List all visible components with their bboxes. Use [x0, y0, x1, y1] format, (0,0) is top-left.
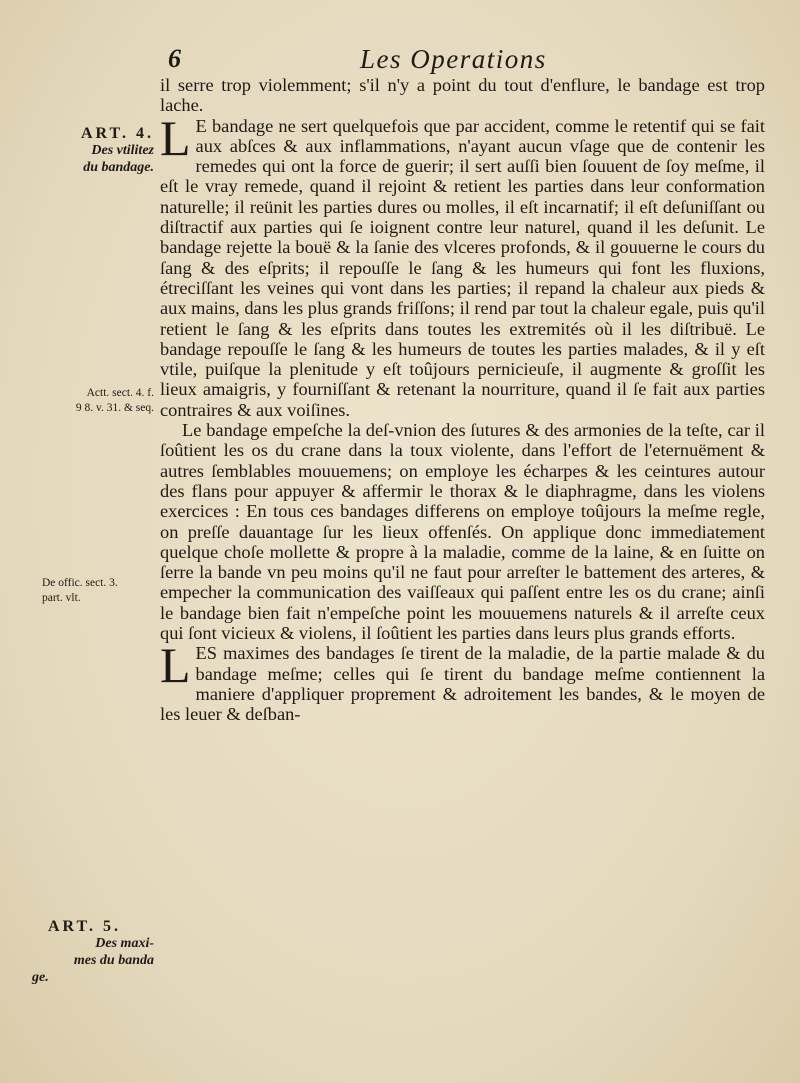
paragraph-art4 [160, 109, 765, 420]
paragraph-text: E bandage ne sert quelquefois que par accident, comme le retentif qui se fait aux abſces & aux inflammations, n'ayant aucun vſage que de contenir les remedes qui ont la force de guerir; il sert auſſi bien ſouuent de ſoy meſme, il eſt le vray remede, quand il rejoint & retient les parties dans leur conformation naturelle; il reünit les parties dures ou molles, il eſt incarnatif; il eſt deſuniſſant ou diſtractif aux parties qui ſe ioignent contre leur naturel, quand il les deſunit. Le bandage rejette la bouë & la ſanie des vlceres profonds, & il gouuerne le cours du ſang & des eſprits; il repouſſe le ſang & les humeurs qui font les fluxions, étreciſſant les veines qui vont dans les parties; il repand la chaleur aux pieds & aux mains, dans les plus grands friſſons; il rend par tout la chaleur egale, puis qu'il retient le ſang & les eſprits dans toutes les extremités où il les diſtribuë. Le bandage repouſſe le ſang & les humeurs de toutes les parties malades, & il y eſt vtile, puiſque la plenitude y eſt toûjours pernicieuſe, il augmente & groſſit les lieux amaigris, y fourniſſant & retenant la nourriture, quand il ſe fait aux parties contraires & aux voiſines. [160, 115, 765, 420]
margin-note-ref2 [30, 576, 158, 606]
article-title-line: mes du banda [73, 953, 154, 968]
reference-line: 9 8. v. 31. & seq. [75, 402, 154, 414]
paragraph: Le bandage empeſche la deſ-vnion des ſutures & des armonies de la teſte, car il ſoûtient les os du crane dans la toux violente, dans l'effort de l'eternuëment & autres ſemblables mouuemens; on employe les écharpes & les ceintures autour des flans pour appuyer & affermir le thorax & le diaphragme, dans les violens exercices : En tous ces bandages differens on employe toûjours la meſme regle, on preſſe dauantage ſur les lieux offenſés. On applique donc immediatement quelque choſe mollette & propre à la maladie, comme de la laine, & en ſuitte on ſerre la bande vn peu moins qu'il ne faut pour arreſter le battement des arteres, & empecher la communication des vaiſſeaux qui paſſent entre les os du crane; ainſi le bandage bien fait n'empeſche point les mouuemens naturels & il arreſte ceux qui ſont vicieux & violens, il ſoûtient les parties dans leurs plus grands efforts. [160, 420, 765, 644]
article-title-line: Des vtilitez [91, 143, 154, 158]
margin-note-art5 [30, 918, 158, 986]
paragraph-art5 [160, 637, 765, 725]
article-label: ART. 4. [80, 125, 154, 142]
reference-line: part. vlt. [42, 592, 81, 604]
running-title: Les Operations [360, 44, 547, 74]
reference-line: Actt. sect. 4. f. [86, 387, 154, 399]
paragraph-text: ES maximes des bandages ſe tirent de la maladie, de la partie malade & du bandage meſme; celles qui ſe tirent du bandage meſme contiennent la maniere d'appliquer proprement & adroitement les bandes, & le moyen de les leuer & deſban- [160, 643, 765, 725]
page-number: 6 [168, 44, 181, 73]
drop-cap: L [160, 109, 191, 166]
reference-line: De offic. sect. 3. [42, 577, 118, 589]
margin-note-ref1 [30, 386, 158, 416]
drop-cap: L [160, 637, 191, 694]
margin-note-art4 [30, 125, 158, 176]
article-title-line: Des maxi- [95, 936, 154, 951]
body-text [160, 75, 765, 725]
article-label: ART. 5. [48, 918, 122, 935]
paragraph: il serre trop violemment; s'il n'y a point du tout d'enflure, le bandage est trop lache. [160, 75, 765, 116]
article-title-line: du bandage. [83, 160, 154, 175]
article-title-line: ge. [32, 970, 49, 985]
